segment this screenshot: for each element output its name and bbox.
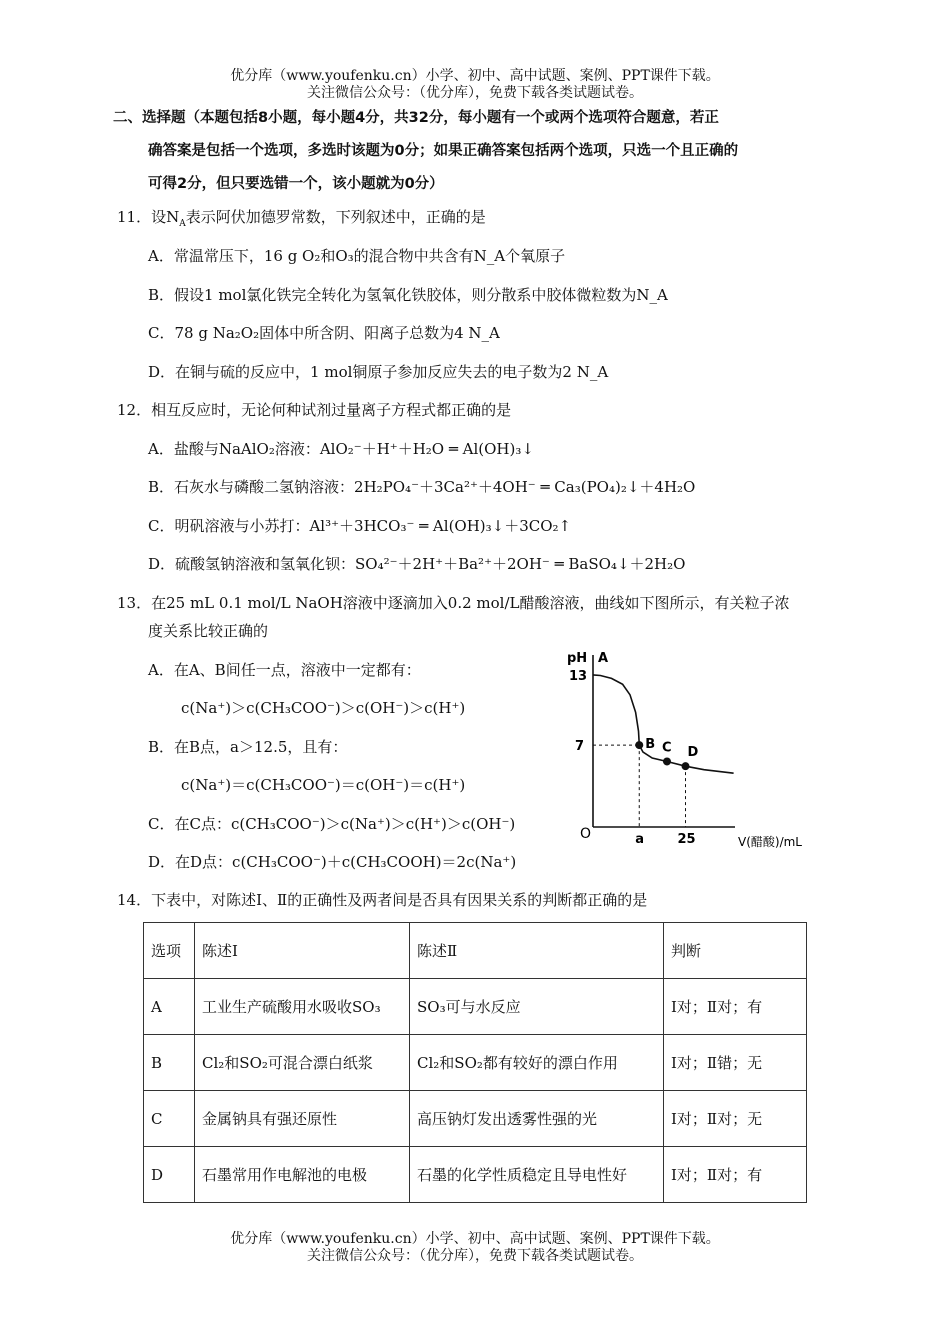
q13-option-d: D．在D点：c(CH₃COO⁻)＋c(CH₃COOH)＝2c(Na⁺) [148,853,517,871]
data-point-d [682,762,690,770]
row-judgement: Ⅰ对；Ⅱ对；有 [664,1147,807,1203]
section-title-line-1: 二、选择题（本题包括8小题，每小题4分，共32分，每小题有一个或两个选项符合题意，若正 [113,110,719,126]
header-line-1: 优分库（www.youfenku.cn）小学、初中、高中试题、案例、PPT课件下载。 [230,68,720,84]
q13-option-b-relation: c(Na⁺)＝c(CH₃COO⁻)＝c(OH⁻)＝c(H⁺) [181,776,466,794]
table-row [144,1035,807,1091]
q13-option-b: B．在B点，a＞12.5，且有： [148,738,348,756]
q11-option-a: A．常温常压下，16 g O₂和O₃的混合物中共含有N_A个氧原子 [148,247,566,265]
row-judgement: Ⅰ对；Ⅱ错；无 [664,1035,807,1091]
row-option: B [144,1035,195,1091]
header-option: 选项 [144,923,195,979]
row-judgement: Ⅰ对；Ⅱ对；有 [664,979,807,1035]
header-line-2: 关注微信公众号：（优分库），免费下载各类试题试卷。 [307,85,643,101]
q11-option-d: D．在铜与硫的反应中，1 mol铜原子参加反应失去的电子数为2 N_A [148,363,609,381]
table-header-row [144,923,807,979]
y-tick-7: 7 [575,739,585,755]
row-statement-2: SO₃可与水反应 [410,979,664,1035]
x-tick-25: 25 [677,832,696,847]
origin-label: O [580,826,592,842]
q11-option-c: C．78 g Na₂O₂固体中所含阴、阳离子总数为4 N_A [148,324,500,342]
q12-option-b: B．石灰水与磷酸二氢钠溶液：2H₂PO₄⁻＋3Ca²⁺＋4OH⁻ ═ Ca₃(PO₄)₂↓＋4H₂O [148,478,696,496]
q13-option-c: C．在C点：c(CH₃COO⁻)＞c(Na⁺)＞c(H⁺)＞c(OH⁻) [148,815,516,833]
point-label-c: C [662,740,672,756]
row-statement-1: 工业生产硫酸用水吸收SO₃ [195,979,410,1035]
q12-option-c: C．明矾溶液与小苏打：Al³⁺＋3HCO₃⁻ ═ Al(OH)₃↓＋3CO₂↑ [148,517,572,535]
y-tick-13: 13 [569,668,588,684]
x-tick-a: a [635,832,645,847]
y-axis-label: pH [567,651,588,666]
q13-stem-1: 13．在25 mL 0.1 mol/L NaOH溶液中逐滴加入0.2 mol/L醋酸溶液，曲线如下图所示，有关粒子浓 [117,594,790,612]
data-point-b [635,741,643,749]
point-label-b: B [645,737,656,753]
footer-line-2: 关注微信公众号：（优分库），免费下载各类试题试卷。 [307,1248,643,1264]
q12-option-a: A．盐酸与NaAlO₂溶液：AlO₂⁻＋H⁺＋H₂O ═ Al(OH)₃↓ [148,440,534,458]
row-statement-2: 高压钠灯发出透雾性强的光 [410,1091,664,1147]
titration-chart [560,645,830,855]
section-title-line-2: 确答案是包括一个选项，多选时该题为0分；如果正确答案包括两个选项，只选一个且正确的 [148,143,739,159]
header [0,68,950,102]
row-option: C [144,1091,195,1147]
q13-option-a: A．在A、B间任一点，溶液中一定都有： [148,661,421,679]
titration-curve [593,675,734,773]
table-row [144,979,807,1035]
point-label-d: D [687,745,699,761]
q11-stem: 11．设$N_A$表示阿伏加德罗常数，下列叙述中，正确的是 [117,208,486,229]
q13-stem-2: 度关系比较正确的 [148,622,269,640]
data-point-c [663,757,671,765]
x-axis-label: V(醋酸)/mL [738,835,802,849]
q12-option-d: D．硫酸氢钠溶液和氢氧化钡：SO₄²⁻＋2H⁺＋Ba²⁺＋2OH⁻ ═ BaSO₄↓＋2H₂O [148,555,686,573]
q11-option-b: B．假设1 mol氯化铁完全转化为氢氧化铁胶体，则分散系中胶体微粒数为N_A [148,286,668,304]
row-option: D [144,1147,195,1203]
header-statement-1: 陈述Ⅰ [195,923,410,979]
row-statement-1: 金属钠具有强还原性 [195,1091,410,1147]
q12-stem: 12．相互反应时，无论何种试剂过量离子方程式都正确的是 [117,401,512,419]
row-statement-2: 石墨的化学性质稳定且导电性好 [410,1147,664,1203]
header-judgement: 判断 [664,923,807,979]
footer-line-1: 优分库（www.youfenku.cn）小学、初中、高中试题、案例、PPT课件下载。 [230,1231,720,1247]
row-statement-1: Cl₂和SO₂可混合漂白纸浆 [195,1035,410,1091]
table-row [144,1147,807,1203]
q13-option-a-relation: c(Na⁺)＞c(CH₃COO⁻)＞c(OH⁻)＞c(H⁺) [181,699,466,717]
row-statement-1: 石墨常用作电解池的电极 [195,1147,410,1203]
q14-table [143,922,807,1203]
point-label-a: A [598,650,609,666]
table-row [144,1091,807,1147]
row-option: A [144,979,195,1035]
header-statement-2: 陈述Ⅱ [410,923,664,979]
row-statement-2: Cl₂和SO₂都有较好的漂白作用 [410,1035,664,1091]
row-judgement: Ⅰ对；Ⅱ对；无 [664,1091,807,1147]
section-instructions [113,102,843,201]
q14-stem: 14．下表中，对陈述Ⅰ、Ⅱ的正确性及两者间是否具有因果关系的判断都正确的是 [117,891,648,909]
footer [0,1231,950,1265]
section-title-line-3: 可得2分，但只要选错一个，该小题就为0分） [148,176,444,192]
